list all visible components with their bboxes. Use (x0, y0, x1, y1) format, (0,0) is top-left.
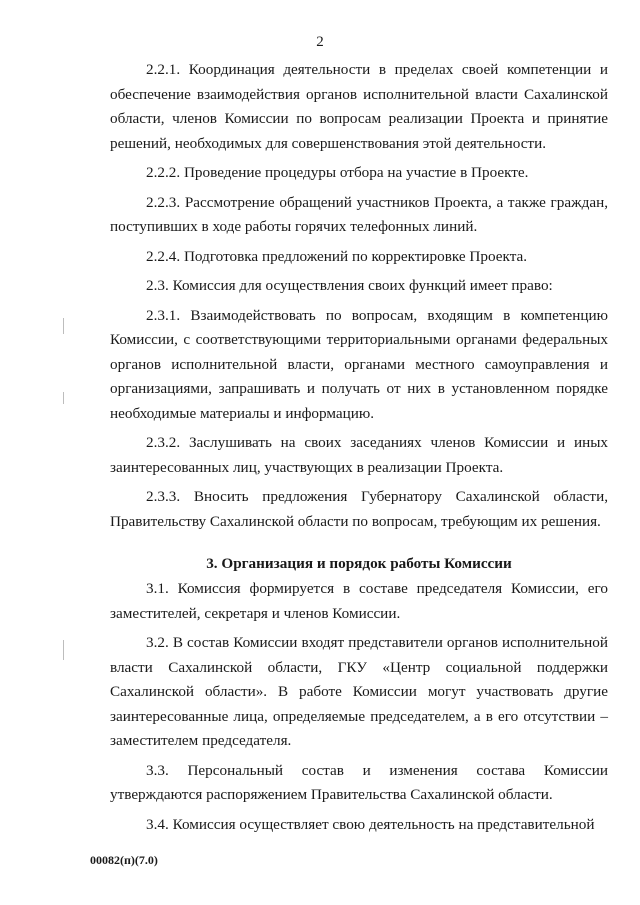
paragraph-2-3-2: 2.3.2. Заслушивать на своих заседаниях членов Комиссии и иных заинтересованных лиц, участвующих в реализации Проекта. (110, 434, 608, 476)
paragraph-3-3: 3.3. Персональный состав и изменения состава Комиссии утверждаются распоряжением Правительства Сахалинской области. (110, 761, 608, 803)
document-code: 00082(п)(7.0) (90, 853, 158, 867)
paragraph-2-2-4: 2.2.4. Подготовка предложений по корректировке Проекта. (146, 247, 528, 265)
margin-scan-mark (63, 392, 64, 404)
paragraph-2-2-2: 2.2.2. Проведение процедуры отбора на участие в Проекте. (146, 164, 529, 181)
section-title: 3. Организация и порядок работы Комиссии (206, 555, 512, 572)
paragraph-2-3: 2.3. Комиссия для осуществления своих функций имеет право: (146, 277, 553, 294)
paragraph-2-2-3: 2.2.3. Рассмотрение обращений участников Проекта, а также граждан, поступивших в ходе работы горячих телефонных линий. (110, 193, 608, 235)
paragraph-3-2: 3.2. В состав Комиссии входят представители органов исполнительной власти Сахалинской области, ГКУ «Центр социальной поддержки Сахалинской области». В работе Комиссии могут участвовать другие заинтересованные лица, определяемые председателем, а в его отсутствии – заместителем председателя. (110, 634, 608, 749)
paragraph-3-1: 3.1. Комиссия формируется в составе председателя Комиссии, его заместителей, секретаря и членов Комиссии. (110, 580, 608, 622)
document-body (110, 58, 608, 842)
page-number: 2 (316, 34, 324, 50)
paragraph-2-3-3: 2.3.3. Вносить предложения Губернатору Сахалинской области, Правительству Сахалинской области по вопросам, требующим их решения. (110, 488, 608, 530)
paragraph-2-2-1: 2.2.1. Координация деятельности в пределах своей компетенции и обеспечение взаимодействия органов исполнительной власти Сахалинской области, членов Комиссии по вопросам реализации Проекта и принятие решений, необходимых для совершенствования этой деятельности. (110, 61, 608, 152)
margin-scan-mark (63, 640, 64, 660)
paragraph-3-4: 3.4. Комиссия осуществляет свою деятельность на представительной (146, 815, 595, 833)
paragraph-2-3-1: 2.3.1. Взаимодействовать по вопросам, входящим в компетенцию Комиссии, с соответствующими территориальными органами федеральных органов исполнительной власти, органами местного самоуправления и организациями, запрашивать и получать от них в установленном порядке необходимые материалы и информацию. (110, 306, 608, 422)
margin-scan-mark (63, 318, 64, 334)
